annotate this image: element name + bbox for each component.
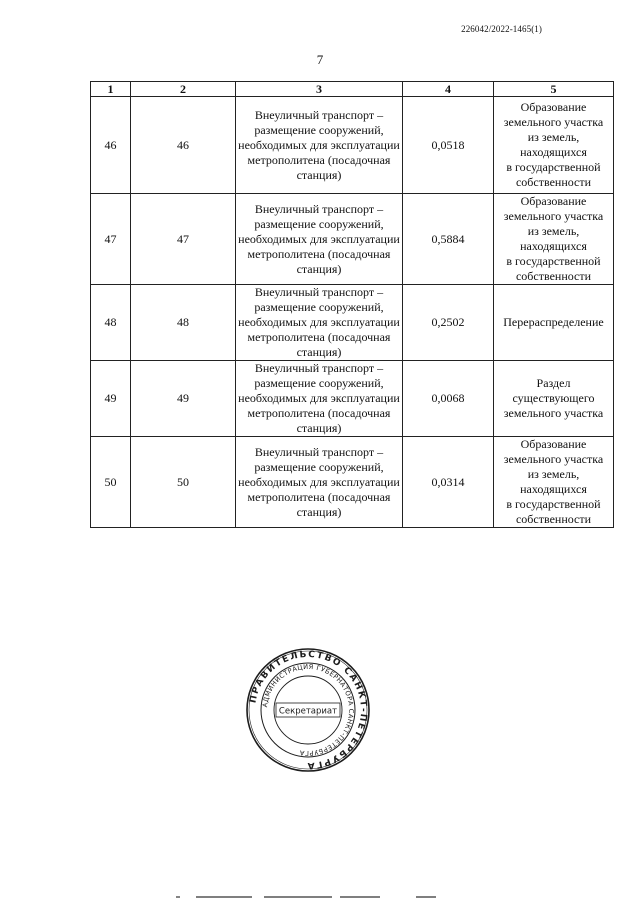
- stamp-outer-text: ПРАВИТЕЛЬСТВО САНКТ-ПЕТЕРБУРГА: [248, 649, 369, 771]
- document-code: 226042/2022-1465(1): [461, 24, 542, 34]
- land-use-description: Внеуличный транспорт – размещение сооружений, необходимых для эксплуатации метрополитена (посадочная станция): [236, 437, 403, 528]
- column-header-3: 3: [236, 82, 403, 97]
- row-number: 47: [91, 194, 131, 285]
- area-value: 0,5884: [403, 194, 494, 285]
- row-number: 48: [91, 285, 131, 361]
- row-number: 50: [91, 437, 131, 528]
- secretariat-stamp: [246, 648, 370, 772]
- formation-method: Образование земельного участка из земель, находящихся в государственной собственности: [494, 437, 614, 528]
- page-number: 7: [316, 52, 324, 67]
- column-header-1: 1: [91, 82, 131, 97]
- land-use-description: Внеуличный транспорт – размещение сооружений, необходимых для эксплуатации метрополитена (посадочная станция): [236, 97, 403, 194]
- column-header-5: 5: [494, 82, 614, 97]
- column-header-4: 4: [403, 82, 494, 97]
- table-row: [91, 437, 614, 528]
- data-table: [90, 81, 614, 528]
- table-row: [91, 97, 614, 194]
- plot-number: 46: [131, 97, 236, 194]
- land-use-description: Внеуличный транспорт – размещение сооружений, необходимых для эксплуатации метрополитена (посадочная станция): [236, 285, 403, 361]
- formation-method: Перераспределение: [494, 285, 614, 361]
- stamp-center-text: Секретариат: [278, 706, 338, 717]
- plot-number: 48: [131, 285, 236, 361]
- formation-method: Образование земельного участка из земель, находящихся в государственной собственности: [494, 194, 614, 285]
- area-value: 0,2502: [403, 285, 494, 361]
- table-header-row: [91, 82, 614, 97]
- table-row: [91, 361, 614, 437]
- formation-method: Образование земельного участка из земель, находящихся в государственной собственности: [494, 97, 614, 194]
- stamp-inner-text: АДМИНИСТРАЦИЯ ГУБЕРНАТОРА САНКТ-ПЕТЕРБУРГА: [261, 662, 356, 758]
- row-number: 49: [91, 361, 131, 437]
- bottom-scan-marks: [0, 894, 640, 900]
- column-header-2: 2: [131, 82, 236, 97]
- land-use-description: Внеуличный транспорт – размещение сооружений, необходимых для эксплуатации метрополитена (посадочная станция): [236, 194, 403, 285]
- area-value: 0,0518: [403, 97, 494, 194]
- area-value: 0,0068: [403, 361, 494, 437]
- table-row: [91, 285, 614, 361]
- table-row: [91, 194, 614, 285]
- row-number: 46: [91, 97, 131, 194]
- plot-number: 49: [131, 361, 236, 437]
- plot-number: 50: [131, 437, 236, 528]
- area-value: 0,0314: [403, 437, 494, 528]
- plot-number: 47: [131, 194, 236, 285]
- land-use-description: Внеуличный транспорт – размещение сооружений, необходимых для эксплуатации метрополитена (посадочная станция): [236, 361, 403, 437]
- formation-method: Раздел существующего земельного участка: [494, 361, 614, 437]
